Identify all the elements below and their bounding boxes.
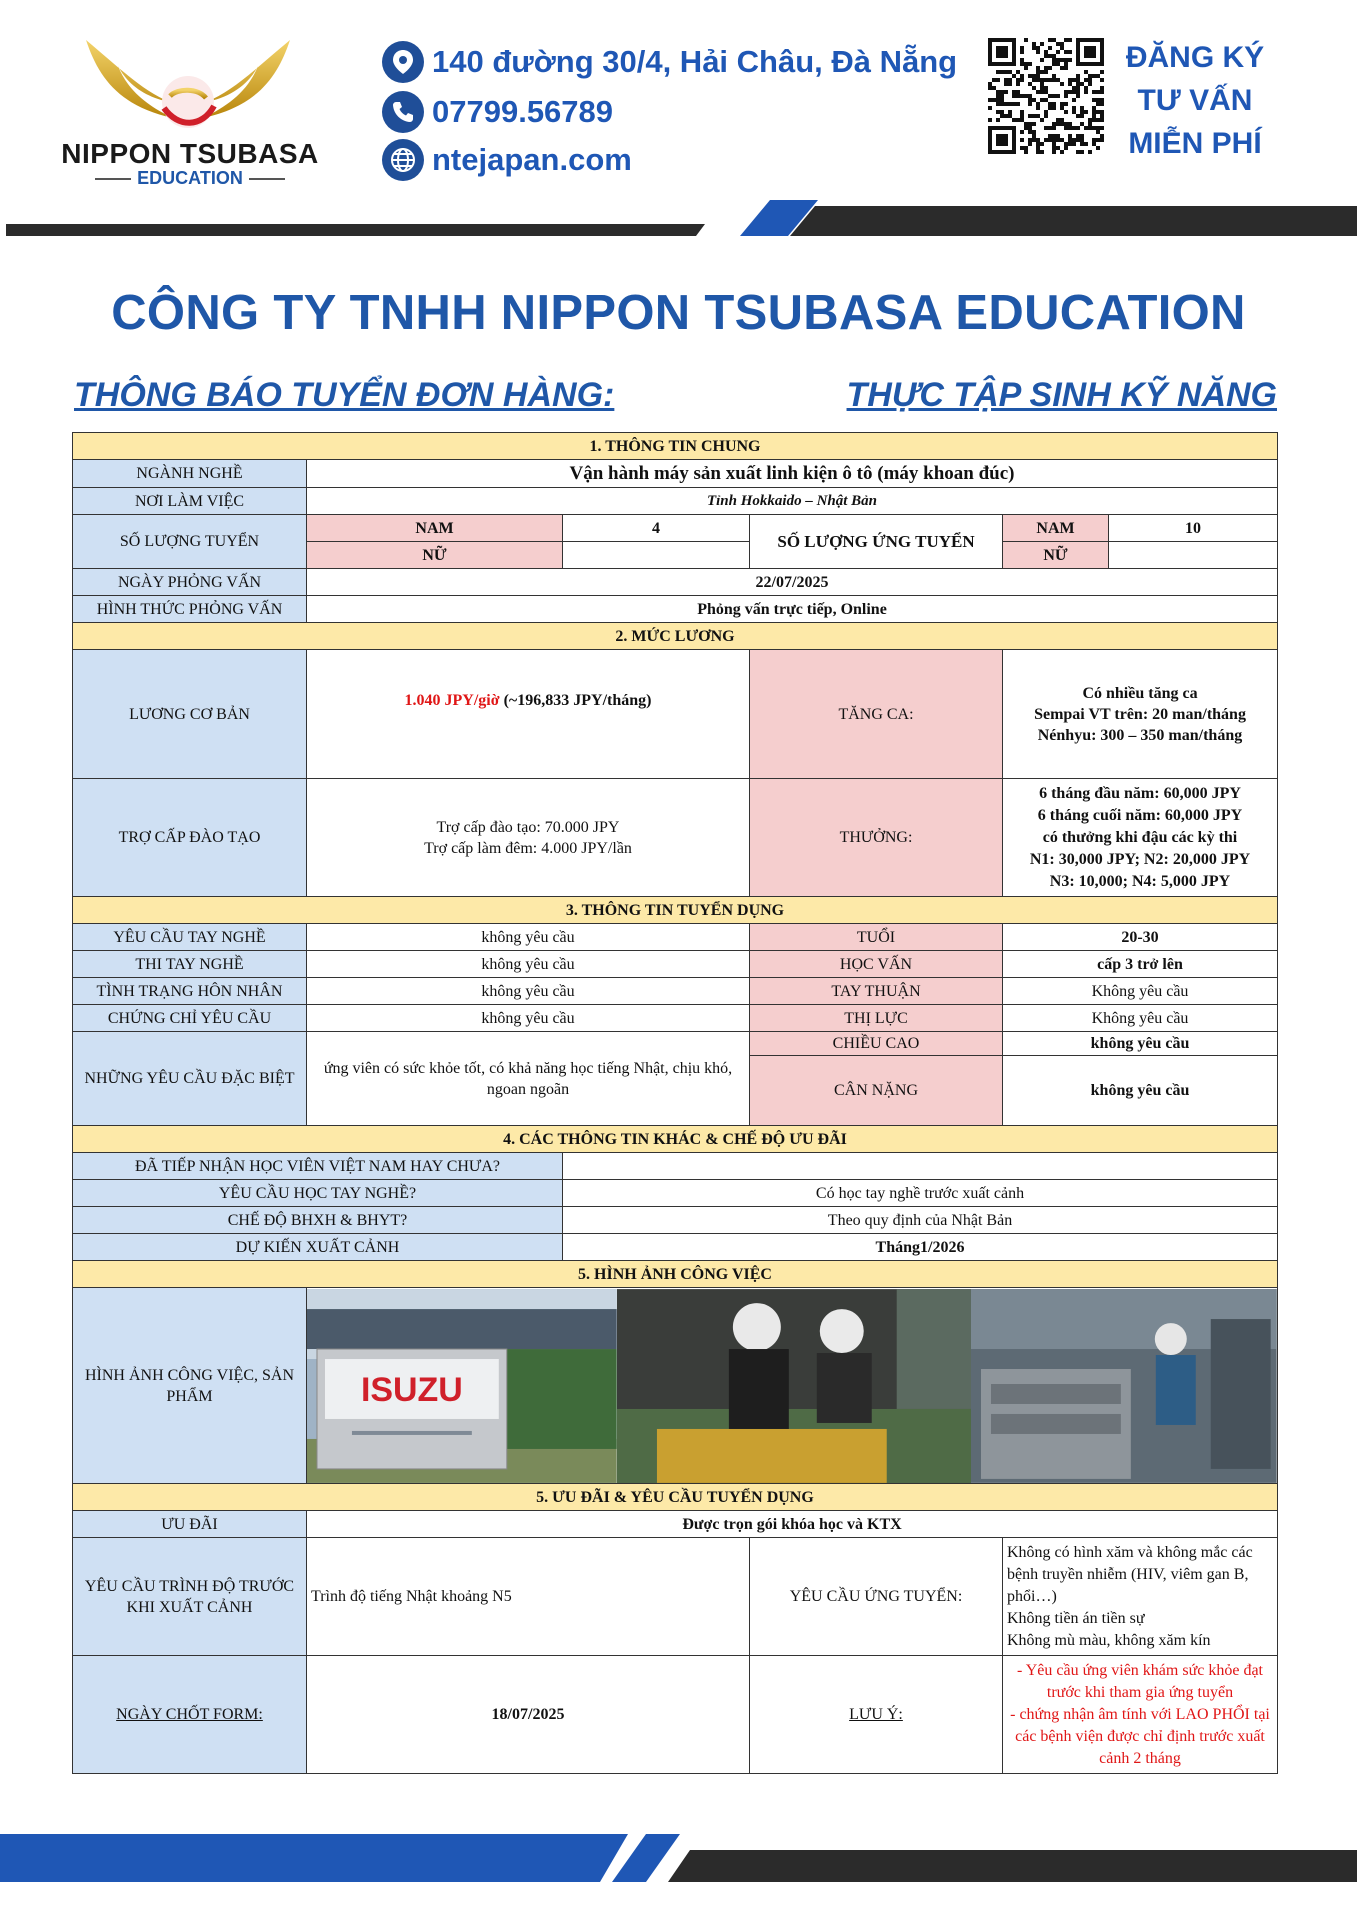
interview-date-value: 22/07/2025 bbox=[307, 569, 1278, 596]
handedness-value: Không yêu cầu bbox=[1003, 978, 1278, 1005]
monthly-wage: (~196,833 JPY/tháng) bbox=[499, 692, 652, 709]
address-text: 140 đường 30/4, Hải Châu, Đà Nẵng bbox=[432, 44, 958, 79]
section-2-title: 2. MỨC LƯƠNG bbox=[73, 623, 1278, 650]
register-line: MIỄN PHÍ bbox=[1128, 127, 1262, 160]
overtime-value bbox=[1003, 650, 1278, 779]
location-pin-icon bbox=[382, 41, 424, 83]
accepted-vietnamese-value bbox=[563, 1153, 1278, 1180]
bonus-line: có thưởng khi đậu các kỳ thi bbox=[1042, 828, 1238, 846]
height-value: không yêu cầu bbox=[1003, 1032, 1278, 1056]
industry-label: NGÀNH NGHỀ bbox=[73, 460, 307, 488]
website-text: ntejapan.com bbox=[432, 142, 632, 177]
allowance-line: Trợ cấp làm đêm: 4.000 JPY/lần bbox=[424, 839, 632, 857]
certificate-value: không yêu cầu bbox=[307, 1005, 750, 1032]
base-salary-label: LƯƠNG CƠ BẢN bbox=[73, 650, 307, 779]
eyesight-value: Không yêu cầu bbox=[1003, 1005, 1278, 1032]
engine-assembly-photo bbox=[971, 1289, 1277, 1483]
interview-date-label: NGÀY PHỎNG VẤN bbox=[73, 569, 307, 596]
application-requirement-label: YÊU CẦU ỨNG TUYỂN: bbox=[750, 1538, 1003, 1656]
register-consult[interactable] bbox=[1110, 36, 1280, 165]
training-allowance-value bbox=[307, 779, 750, 897]
skill-test-value: không yêu cầu bbox=[307, 951, 750, 978]
notice-program: THỰC TẬP SINH KỸ NĂNG bbox=[846, 376, 1277, 414]
industry-value: Vận hành máy sản xuất linh kiện ô tô (máy khoan đúc) bbox=[307, 460, 1278, 488]
education-value: cấp 3 trở lên bbox=[1003, 951, 1278, 978]
company-logo bbox=[60, 36, 320, 196]
applicants-female-value bbox=[1109, 542, 1278, 569]
overtime-line: Sempai VT trên: 20 man/tháng bbox=[1034, 705, 1246, 723]
notice-title: THÔNG BÁO TUYỂN ĐƠN HÀNG: bbox=[74, 376, 615, 414]
note-line: - Yêu cầu ứng viên khám sức khỏe đạt trước khi tham gia ứng tuyển bbox=[1016, 1661, 1263, 1701]
special-requirements-label: NHỮNG YÊU CẦU ĐẶC BIỆT bbox=[73, 1032, 307, 1126]
weight-value: không yêu cầu bbox=[1003, 1056, 1278, 1126]
phone-text: 07799.56789 bbox=[432, 94, 614, 129]
skill-training-value: Có học tay nghề trước xuất cảnh bbox=[563, 1180, 1278, 1207]
training-allowance-label: TRỢ CẤP ĐÀO TẠO bbox=[73, 779, 307, 897]
skill-test-label: THI TAY NGHỀ bbox=[73, 951, 307, 978]
overtime-line: Nénhyu: 300 – 350 man/tháng bbox=[1037, 726, 1243, 744]
interview-format-value: Phỏng vấn trực tiếp, Online bbox=[307, 596, 1278, 623]
contact-phone bbox=[382, 90, 942, 134]
note-label-text: LƯU Ý: bbox=[849, 1706, 903, 1723]
certificate-label: CHỨNG CHỈ YÊU CẦU bbox=[73, 1005, 307, 1032]
section-3-title: 3. THÔNG TIN TUYỂN DỤNG bbox=[73, 897, 1278, 924]
language-requirement-value: Trình độ tiếng Nhật khoảng N5 bbox=[307, 1538, 750, 1656]
departure-label: DỰ KIẾN XUẤT CẢNH bbox=[73, 1234, 563, 1261]
marital-status-label: TÌNH TRẠNG HÔN NHÂN bbox=[73, 978, 307, 1005]
register-line: ĐĂNG KÝ bbox=[1125, 41, 1265, 74]
quota-female-label: NỮ bbox=[307, 542, 563, 569]
special-requirements-value: ứng viên có sức khỏe tốt, có khả năng học tiếng Nhật, chịu khó, ngoan ngoãn bbox=[307, 1032, 750, 1126]
skill-requirement-value: không yêu cầu bbox=[307, 924, 750, 951]
insurance-value: Theo quy định của Nhật Bản bbox=[563, 1207, 1278, 1234]
age-value: 20-30 bbox=[1003, 924, 1278, 951]
handedness-label: TAY THUẬN bbox=[750, 978, 1003, 1005]
section-5-benefits-title: 5. ƯU ĐÃI & YÊU CẦU TUYỂN DỤNG bbox=[73, 1484, 1278, 1511]
qr-code-icon[interactable] bbox=[988, 38, 1104, 154]
logo-subtitle: EDUCATION bbox=[60, 168, 320, 189]
requirement-line: Không tiền án tiền sự bbox=[1007, 1609, 1145, 1627]
job-order-table bbox=[72, 432, 1278, 1774]
age-label: TUỔI bbox=[750, 924, 1003, 951]
applicants-male-label: NAM bbox=[1003, 515, 1109, 542]
insurance-label: CHẾ ĐỘ BHXH & BHYT? bbox=[73, 1207, 563, 1234]
height-label: CHIỀU CAO bbox=[750, 1032, 1003, 1056]
form-deadline-value: 18/07/2025 bbox=[307, 1656, 750, 1774]
section-4-title: 4. CÁC THÔNG TIN KHÁC & CHẾ ĐỘ ƯU ĐÃI bbox=[73, 1126, 1278, 1153]
requirement-line: Không có hình xăm và không mắc các bệnh truyền nhiễm (HIV, viêm gan B, phổi…) bbox=[1007, 1543, 1253, 1605]
form-deadline-label bbox=[73, 1656, 307, 1774]
note-value bbox=[1003, 1656, 1278, 1774]
benefit-label: ƯU ĐÃI bbox=[73, 1511, 307, 1538]
note-line: - chứng nhận âm tính với LAO PHỔI tại các bệnh viện được chỉ định trước xuất cảnh 2 tháng bbox=[1010, 1705, 1270, 1767]
section-1-title: 1. THÔNG TIN CHUNG bbox=[73, 433, 1278, 460]
bonus-label: THƯỞNG: bbox=[750, 779, 1003, 897]
weight-label: CÂN NẶNG bbox=[750, 1056, 1003, 1126]
company-name: CÔNG TY TNHH NIPPON TSUBASA EDUCATION bbox=[111, 286, 1246, 340]
phone-icon bbox=[382, 91, 424, 133]
note-label bbox=[750, 1656, 1003, 1774]
requirement-line: Không mù màu, không xăm kín bbox=[1007, 1631, 1211, 1649]
quota-female-value bbox=[563, 542, 750, 569]
bonus-line: 6 tháng cuối năm: 60,000 JPY bbox=[1037, 806, 1243, 824]
applicants-female-label: NỮ bbox=[1003, 542, 1109, 569]
eyesight-label: THỊ LỰC bbox=[750, 1005, 1003, 1032]
form-deadline-label-text: NGÀY CHỐT FORM: bbox=[116, 1706, 263, 1723]
bonus-line: 6 tháng đầu năm: 60,000 JPY bbox=[1039, 784, 1241, 802]
work-photos bbox=[307, 1288, 1278, 1484]
contact-website bbox=[382, 138, 942, 182]
footer-divider bbox=[0, 1822, 1357, 1892]
skill-requirement-label: YÊU CẦU TAY NGHỀ bbox=[73, 924, 307, 951]
workplace-label: NƠI LÀM VIỆC bbox=[73, 488, 307, 515]
isuzu-sign-text: ISUZU bbox=[360, 1370, 463, 1409]
overtime-label: TĂNG CA: bbox=[750, 650, 1003, 779]
section-5-photos-title: 5. HÌNH ẢNH CÔNG VIỆC bbox=[73, 1261, 1278, 1288]
overtime-line: Có nhiều tăng ca bbox=[1082, 684, 1198, 702]
applicants-male-value: 10 bbox=[1109, 515, 1278, 542]
language-requirement-label: YÊU CẦU TRÌNH ĐỘ TRƯỚC KHI XUẤT CẢNH bbox=[73, 1538, 307, 1656]
header-divider bbox=[0, 200, 1357, 240]
bonus-value bbox=[1003, 779, 1278, 897]
applicants-label: SỐ LƯỢNG ỨNG TUYỂN bbox=[750, 515, 1003, 569]
quota-male-label: NAM bbox=[307, 515, 563, 542]
photos-label: HÌNH ẢNH CÔNG VIỆC, SẢN PHẨM bbox=[73, 1288, 307, 1484]
workers-photo bbox=[617, 1289, 972, 1483]
base-salary-value bbox=[307, 650, 750, 779]
quota-male-value: 4 bbox=[563, 515, 750, 542]
wings-logo-icon bbox=[78, 36, 298, 146]
education-label: HỌC VẤN bbox=[750, 951, 1003, 978]
contact-address bbox=[382, 40, 958, 84]
register-line: TƯ VẤN bbox=[1137, 84, 1253, 117]
isuzu-sign-photo bbox=[307, 1289, 617, 1483]
application-requirement-value bbox=[1003, 1538, 1278, 1656]
skill-training-label: YÊU CẦU HỌC TAY NGHỀ? bbox=[73, 1180, 563, 1207]
departure-value: Tháng1/2026 bbox=[563, 1234, 1278, 1261]
interview-format-label: HÌNH THỨC PHỎNG VẤN bbox=[73, 596, 307, 623]
hourly-wage: 1.040 JPY/giờ bbox=[404, 692, 500, 709]
quota-label: SỐ LƯỢNG TUYỂN bbox=[73, 515, 307, 569]
benefit-value: Được trọn gói khóa học và KTX bbox=[307, 1511, 1278, 1538]
logo-name: NIPPON TSUBASA bbox=[61, 138, 319, 169]
accepted-vietnamese-label: ĐÃ TIẾP NHẬN HỌC VIÊN VIỆT NAM HAY CHƯA? bbox=[73, 1153, 563, 1180]
bonus-line: N1: 30,000 JPY; N2: 20,000 JPY bbox=[1029, 850, 1251, 868]
globe-icon bbox=[382, 139, 424, 181]
allowance-line: Trợ cấp đào tạo: 70.000 JPY bbox=[436, 818, 620, 836]
workplace-value: Tỉnh Hokkaido – Nhật Bản bbox=[307, 488, 1278, 515]
marital-status-value: không yêu cầu bbox=[307, 978, 750, 1005]
bonus-line: N3: 10,000; N4: 5,000 JPY bbox=[1049, 872, 1231, 890]
